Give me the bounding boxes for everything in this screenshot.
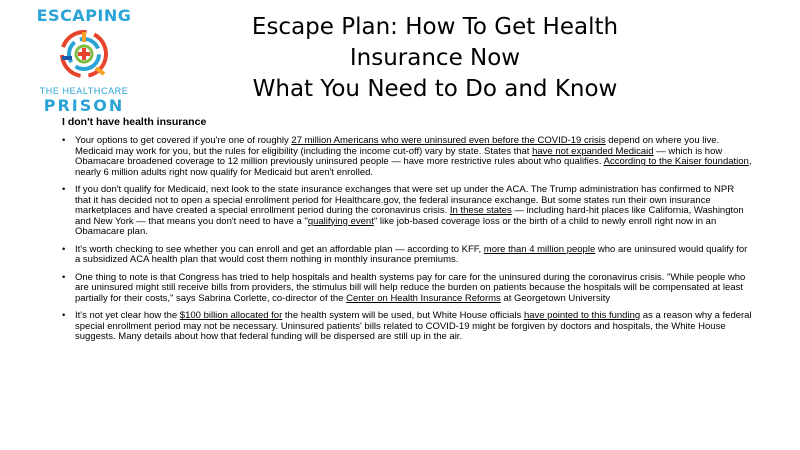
logo xyxy=(24,6,144,114)
bullet-item xyxy=(62,273,752,305)
bullet-item xyxy=(62,136,752,178)
link-uninsured-27-million[interactable]: 27 million Americans who were uninsured even before the COVID-19 crisis xyxy=(291,135,606,146)
healthcare-prison-emblem-icon xyxy=(58,28,110,80)
link-not-expanded-medicaid[interactable]: have not expanded Medicaid xyxy=(532,145,654,157)
bullet-text: " like job-based coverage loss or the birth of a child to newly enroll right now in an Obamacare plan. xyxy=(75,215,717,237)
link-100-billion-allocated[interactable]: $100 billion allocated for xyxy=(179,310,283,321)
bullet-text: If you don't qualify for Medicaid, next look to the state insurance exchanges that were set up under the ACA. The Trump administration has confirmed to NPR that it has decided not to open a special enrollment period for Healthcare.gov, the federal insurance exchange. But some states run their own insurance marketplaces and have created a special enrollment period during the coronavirus crisis. xyxy=(75,184,735,216)
logo-bottom-text: PRISON xyxy=(43,96,125,115)
bullet-item xyxy=(62,311,752,343)
link-qualifying-event[interactable]: qualifying event xyxy=(307,215,374,227)
bullet-text: One thing to note is that Congress has tried to help hospitals and health systems pay for care for the uninsured during the coronavirus crisis. "While people who are uninsured might still receive bills from providers, the stimulus bill will help reduce the burden on patients because the hospitals will be compensated at least partially for their costs," says Sabrina Corlette, co-director of the xyxy=(75,271,746,304)
bullet-text: the health system will be used, but White House officials xyxy=(282,310,524,321)
link-4-million-people[interactable]: more than 4 million people xyxy=(483,243,596,255)
bullet-item xyxy=(62,185,752,238)
logo-middle-text: THE HEALTHCARE xyxy=(39,86,129,96)
link-center-health-insurance-reforms[interactable]: Center on Health Insurance Reforms xyxy=(346,292,501,304)
bullet-text: , nearly 6 million adults right now qualify for Medicaid but aren't enrolled. xyxy=(75,156,752,178)
title-line-3: What You Need to Do and Know xyxy=(252,76,618,102)
bullet-text: It's worth checking to see whether you can enroll and get an affordable plan — according to KFF, xyxy=(75,243,484,255)
bullet-item xyxy=(62,245,752,266)
bullet-text: at Georgetown University xyxy=(500,292,611,304)
bullet-text: depend on where you live. Medicaid may work for you, but the rules for eligibility (including the income cut-off) vary by state. States that xyxy=(75,135,720,157)
bullet-text: — which is how Obamacare broadened coverage to 12 million previously uninsured people — have more restrictive rules about who qualifies. xyxy=(75,145,723,167)
link-in-these-states[interactable]: In these states xyxy=(449,205,512,216)
bullet-text: who are uninsured would qualify for a subsidized ACA health plan that would cost them nothing in monthly insurance premiums. xyxy=(75,243,748,265)
title-line-1: Escape Plan: How To Get Health xyxy=(251,14,619,40)
bullet-text: Your options to get covered if you're one of roughly xyxy=(75,135,292,146)
title-line-2: Insurance Now xyxy=(349,45,521,71)
slide-title xyxy=(205,12,665,105)
bullet-text: as a reason why a federal special enrollment period may not be necessary. Uninsured patients' bills related to COVID-19 might be forgiven by doctors and hospitals, the White House suggests. Many details about how that federal funding will be dispersed are still up in the air. xyxy=(75,310,752,342)
bullet-text: — including hard-hit places like California, Washington and New York — that means you don't need to have a " xyxy=(75,205,744,227)
slide-content xyxy=(62,116,752,350)
bullet-list xyxy=(62,136,752,343)
bullet-text: It's not yet clear how the xyxy=(75,310,180,321)
link-pointed-to-funding[interactable]: have pointed to this funding xyxy=(523,310,641,321)
section-heading: I don't have health insurance xyxy=(62,116,207,128)
logo-top-text: ESCAPING xyxy=(36,6,132,25)
link-kaiser-foundation[interactable]: According to the Kaiser foundation xyxy=(603,156,749,167)
